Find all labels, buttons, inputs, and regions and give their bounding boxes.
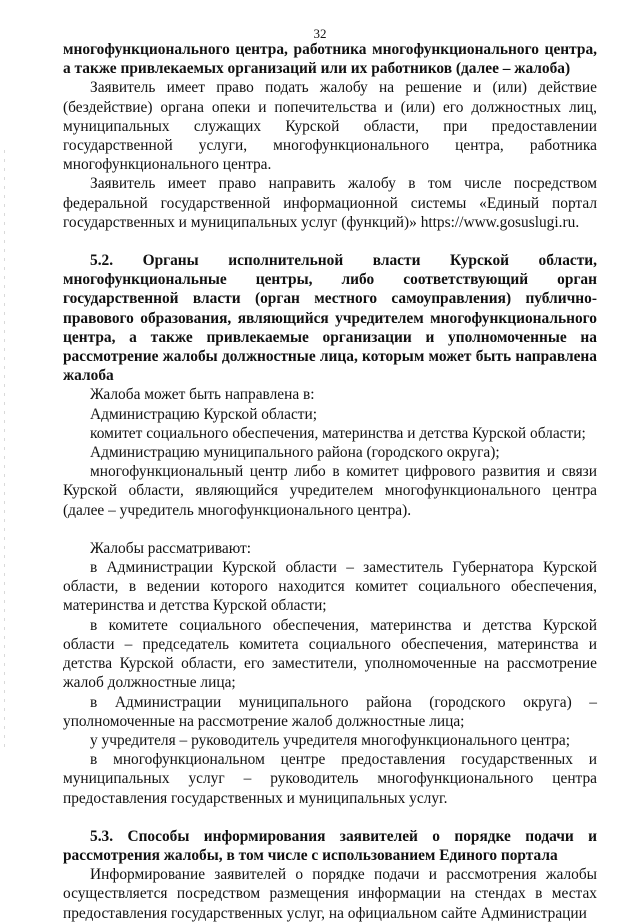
paragraph: Заявитель имеет право подать жалобу на решение и (или) действие (бездействие) органа опеки и попечительства и (или) его должностных лиц, муниципальных служащих Курской области, при предоставлении государственной услуги, многофункционального центра, работника многофункционального центра. <box>63 79 597 174</box>
section-heading-5-3: 5.3. Способы информирования заявителей о порядке подачи и рассмотрения жалобы, в том числе с использованием Единого портала <box>63 827 597 864</box>
page-number: 32 <box>313 26 327 41</box>
paragraph: Заявитель имеет право направить жалобу в том числе посредством федеральной государственной информационной системы «Единый портал государственных и муниципальных услуг (функций)» https://www.gosuslugi.ru. <box>63 175 597 231</box>
section-heading-5-2: 5.2. Органы исполнительной власти Курской области, многофункциональные центры, либо соответствующий орган государственной власти (орган местного самоуправления) публично-правового образования, являющийся учредителем многофункционального центра, а также привлекаемые организации и уполномоченные на рассмотрение жалобы должностные лица, которым может быть направлена жалоба <box>63 252 597 385</box>
reviewer-item: в комитете социального обеспечения, материнства и детства Курской области – председатель комитета социального обеспечения, материнства и детства Курской области, его заместители, уполномоченные на рассмотрение жалоб должностные лица; <box>63 616 597 692</box>
reviewer-item: в Администрации Курской области – заместитель Губернатора Курской области, в ведении которого находится комитет социального обеспечения, материнства и детства Курской области; <box>63 559 597 615</box>
reviewers-intro: Жалобы рассматривают: <box>90 539 252 557</box>
reviewer-item: в Администрации муниципального района (городского округа) – уполномоченные на рассмотрение жалоб должностные лица; <box>63 693 597 730</box>
document-body <box>63 40 597 923</box>
list-line: Администрацию муниципального района (городского округа); <box>90 444 500 462</box>
list-line: комитет социального обеспечения, материнства и детства Курской области; <box>90 424 586 442</box>
list-line: Жалоба может быть направлена в: <box>90 386 315 404</box>
heading-continuation: многофункционального центра, работника многофункционального центра, а также привлекаемых организаций или их работников (далее – жалоба) <box>63 41 597 78</box>
reviewer-item: в многофункциональном центре предоставления государственных и муниципальных услуг – руководитель многофункционального центра предоставления государственных и муниципальных услуг. <box>63 751 597 807</box>
list-line: Администрацию Курской области; <box>90 405 318 423</box>
list-line: многофункциональный центр либо в комитет цифрового развития и связи Курской области, являющийся учредителем многофункционального центра (далее – учредитель многофункционального центра). <box>63 463 597 519</box>
paragraph: Информирование заявителей о порядке подачи и рассмотрения жалобы осуществляется посредством размещения информации на стендах в местах предоставления государственных услуг, на официальном сайте Администрации <box>63 866 597 922</box>
reviewer-item: у учредителя – руководитель учредителя многофункционального центра; <box>90 731 571 749</box>
scan-margin-mark <box>4 150 5 750</box>
